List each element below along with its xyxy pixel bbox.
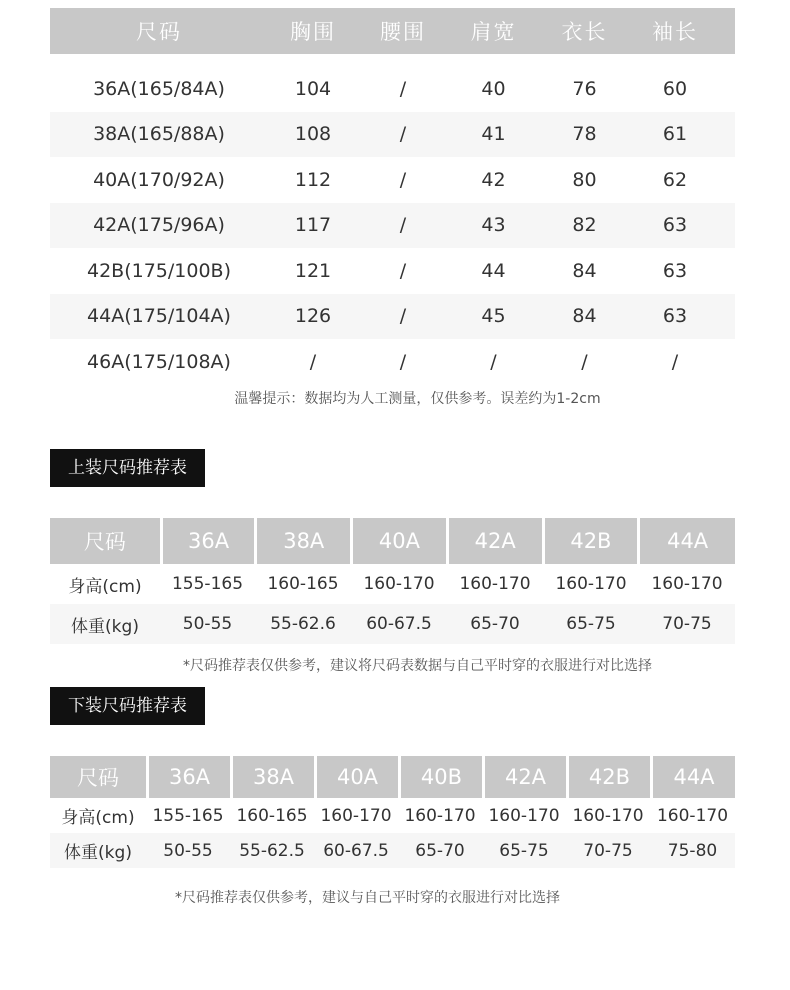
header-size: 尺码	[136, 20, 182, 44]
cell: 160-170	[572, 805, 644, 826]
cell: 50-55	[163, 840, 213, 861]
cell: /	[399, 214, 407, 237]
cell: 117	[294, 214, 332, 237]
top-table-header	[50, 518, 735, 564]
cell: 63	[662, 259, 688, 282]
cell: 62	[662, 168, 688, 191]
cell: 160-170	[656, 805, 729, 826]
cell: 44	[481, 259, 506, 282]
cell: /	[309, 350, 317, 373]
header-cell: 尺码	[50, 756, 146, 798]
cell: /	[399, 305, 407, 328]
cell: 112	[294, 168, 332, 191]
cell: 155-165	[171, 574, 244, 594]
cell: 60-67.5	[323, 840, 389, 861]
header-cell: 42B	[569, 756, 650, 798]
table-row	[50, 112, 735, 158]
top-section-label: 上装尺码推荐表	[50, 449, 205, 487]
cell: 42A(175/96A)	[93, 214, 225, 237]
size-table-header	[50, 8, 735, 54]
cell: 55-62.6	[270, 614, 336, 634]
cell: 身高(cm)	[61, 808, 135, 828]
cell: 61	[662, 123, 688, 146]
cell: 43	[481, 214, 506, 237]
cell: 160-170	[363, 574, 435, 594]
header-cell: 36A	[163, 518, 255, 564]
cell: 160-170	[459, 574, 531, 594]
header-cell: 38A	[233, 756, 314, 798]
cell: 84	[572, 305, 597, 328]
cell: 44A(175/104A)	[87, 305, 231, 328]
cell: 160-170	[320, 805, 392, 826]
cell: 160-170	[651, 574, 723, 594]
cell: /	[399, 259, 407, 282]
header-cell: 40A	[353, 518, 446, 564]
cell: 38A(165/88A)	[93, 123, 225, 146]
cell: 60	[662, 77, 688, 100]
cell: 36A(165/84A)	[93, 77, 225, 100]
table-row	[50, 203, 735, 249]
cell: 45	[481, 305, 506, 328]
header-cell: 42A	[485, 756, 566, 798]
cell: /	[399, 168, 407, 191]
bottom-table-header	[50, 756, 735, 798]
cell: 65-75	[499, 840, 549, 861]
cell: /	[671, 350, 679, 373]
header-cell: 尺码	[50, 518, 160, 564]
header-sleeve: 袖长	[652, 20, 698, 44]
cell: 65-70	[470, 614, 520, 634]
header-cell: 38A	[257, 518, 350, 564]
size-table	[50, 8, 735, 385]
cell: /	[399, 350, 407, 373]
cell: 50-55	[182, 614, 233, 634]
top-section-note: *尺码推荐表仅供参考，建议将尺码表数据与自己平时穿的衣服进行对比选择	[183, 658, 652, 674]
cell: 体重(kg)	[64, 843, 132, 863]
table-row	[50, 157, 735, 203]
header-cell: 42B	[545, 518, 638, 564]
bottom-section-label: 下装尺码推荐表	[50, 687, 205, 725]
cell: 160-170	[555, 574, 627, 594]
cell: /	[581, 350, 588, 373]
table-row	[50, 798, 735, 833]
cell: 身高(cm)	[68, 576, 142, 597]
table-row	[50, 66, 735, 112]
table-row	[50, 833, 735, 868]
table-row	[50, 564, 735, 604]
cell: 41	[481, 123, 506, 146]
top-recommend-table	[50, 518, 735, 644]
cell: 121	[294, 259, 332, 282]
table-row	[50, 248, 735, 294]
cell: 82	[572, 214, 597, 237]
measurement-note: 温馨提示：数据均为人工测量，仅供参考。误差约为1-2cm	[234, 391, 601, 407]
header-waist: 腰围	[380, 20, 426, 44]
header-cell: 42A	[449, 518, 542, 564]
cell: 40A(170/92A)	[93, 168, 225, 191]
cell: /	[399, 77, 407, 100]
header-shoulder: 肩宽	[470, 20, 517, 44]
cell: 65-75	[566, 614, 616, 634]
header-cell: 44A	[653, 756, 735, 798]
cell: 160-170	[404, 805, 476, 826]
header-cell: 44A	[640, 518, 735, 564]
table-row	[50, 294, 735, 340]
cell: 84	[572, 259, 597, 282]
bottom-recommend-table	[50, 756, 735, 868]
cell: 63	[662, 214, 688, 237]
cell: 160-170	[488, 805, 560, 826]
header-length: 衣长	[561, 20, 608, 44]
cell: 80	[572, 168, 597, 191]
cell: 60-67.5	[366, 614, 432, 634]
cell: 78	[572, 123, 597, 146]
cell: 75-80	[667, 840, 718, 861]
cell: 55-62.5	[239, 840, 305, 861]
cell: /	[399, 123, 407, 146]
cell: 体重(kg)	[71, 616, 139, 637]
cell: 108	[294, 123, 332, 146]
cell: 126	[294, 305, 332, 328]
header-cell: 40B	[401, 756, 482, 798]
header-chest: 胸围	[290, 20, 336, 44]
header-cell: 40A	[317, 756, 398, 798]
cell: 70-75	[662, 614, 712, 634]
bottom-section-note: *尺码推荐表仅供参考，建议与自己平时穿的衣服进行对比选择	[175, 890, 560, 906]
cell: 40	[481, 77, 506, 100]
table-row	[50, 339, 735, 385]
cell: 42	[481, 168, 506, 191]
cell: 70-75	[583, 840, 633, 861]
cell: /	[490, 350, 497, 373]
cell: 155-165	[152, 805, 224, 826]
cell: 160-165	[267, 574, 339, 594]
cell: 76	[572, 77, 597, 100]
cell: 63	[662, 305, 688, 328]
cell: 65-70	[415, 840, 465, 861]
cell: 46A(175/108A)	[87, 350, 231, 373]
cell: 42B(175/100B)	[86, 259, 231, 282]
cell: 160-165	[236, 805, 308, 826]
table-row	[50, 604, 735, 644]
cell: 104	[294, 77, 332, 100]
header-cell: 36A	[149, 756, 230, 798]
